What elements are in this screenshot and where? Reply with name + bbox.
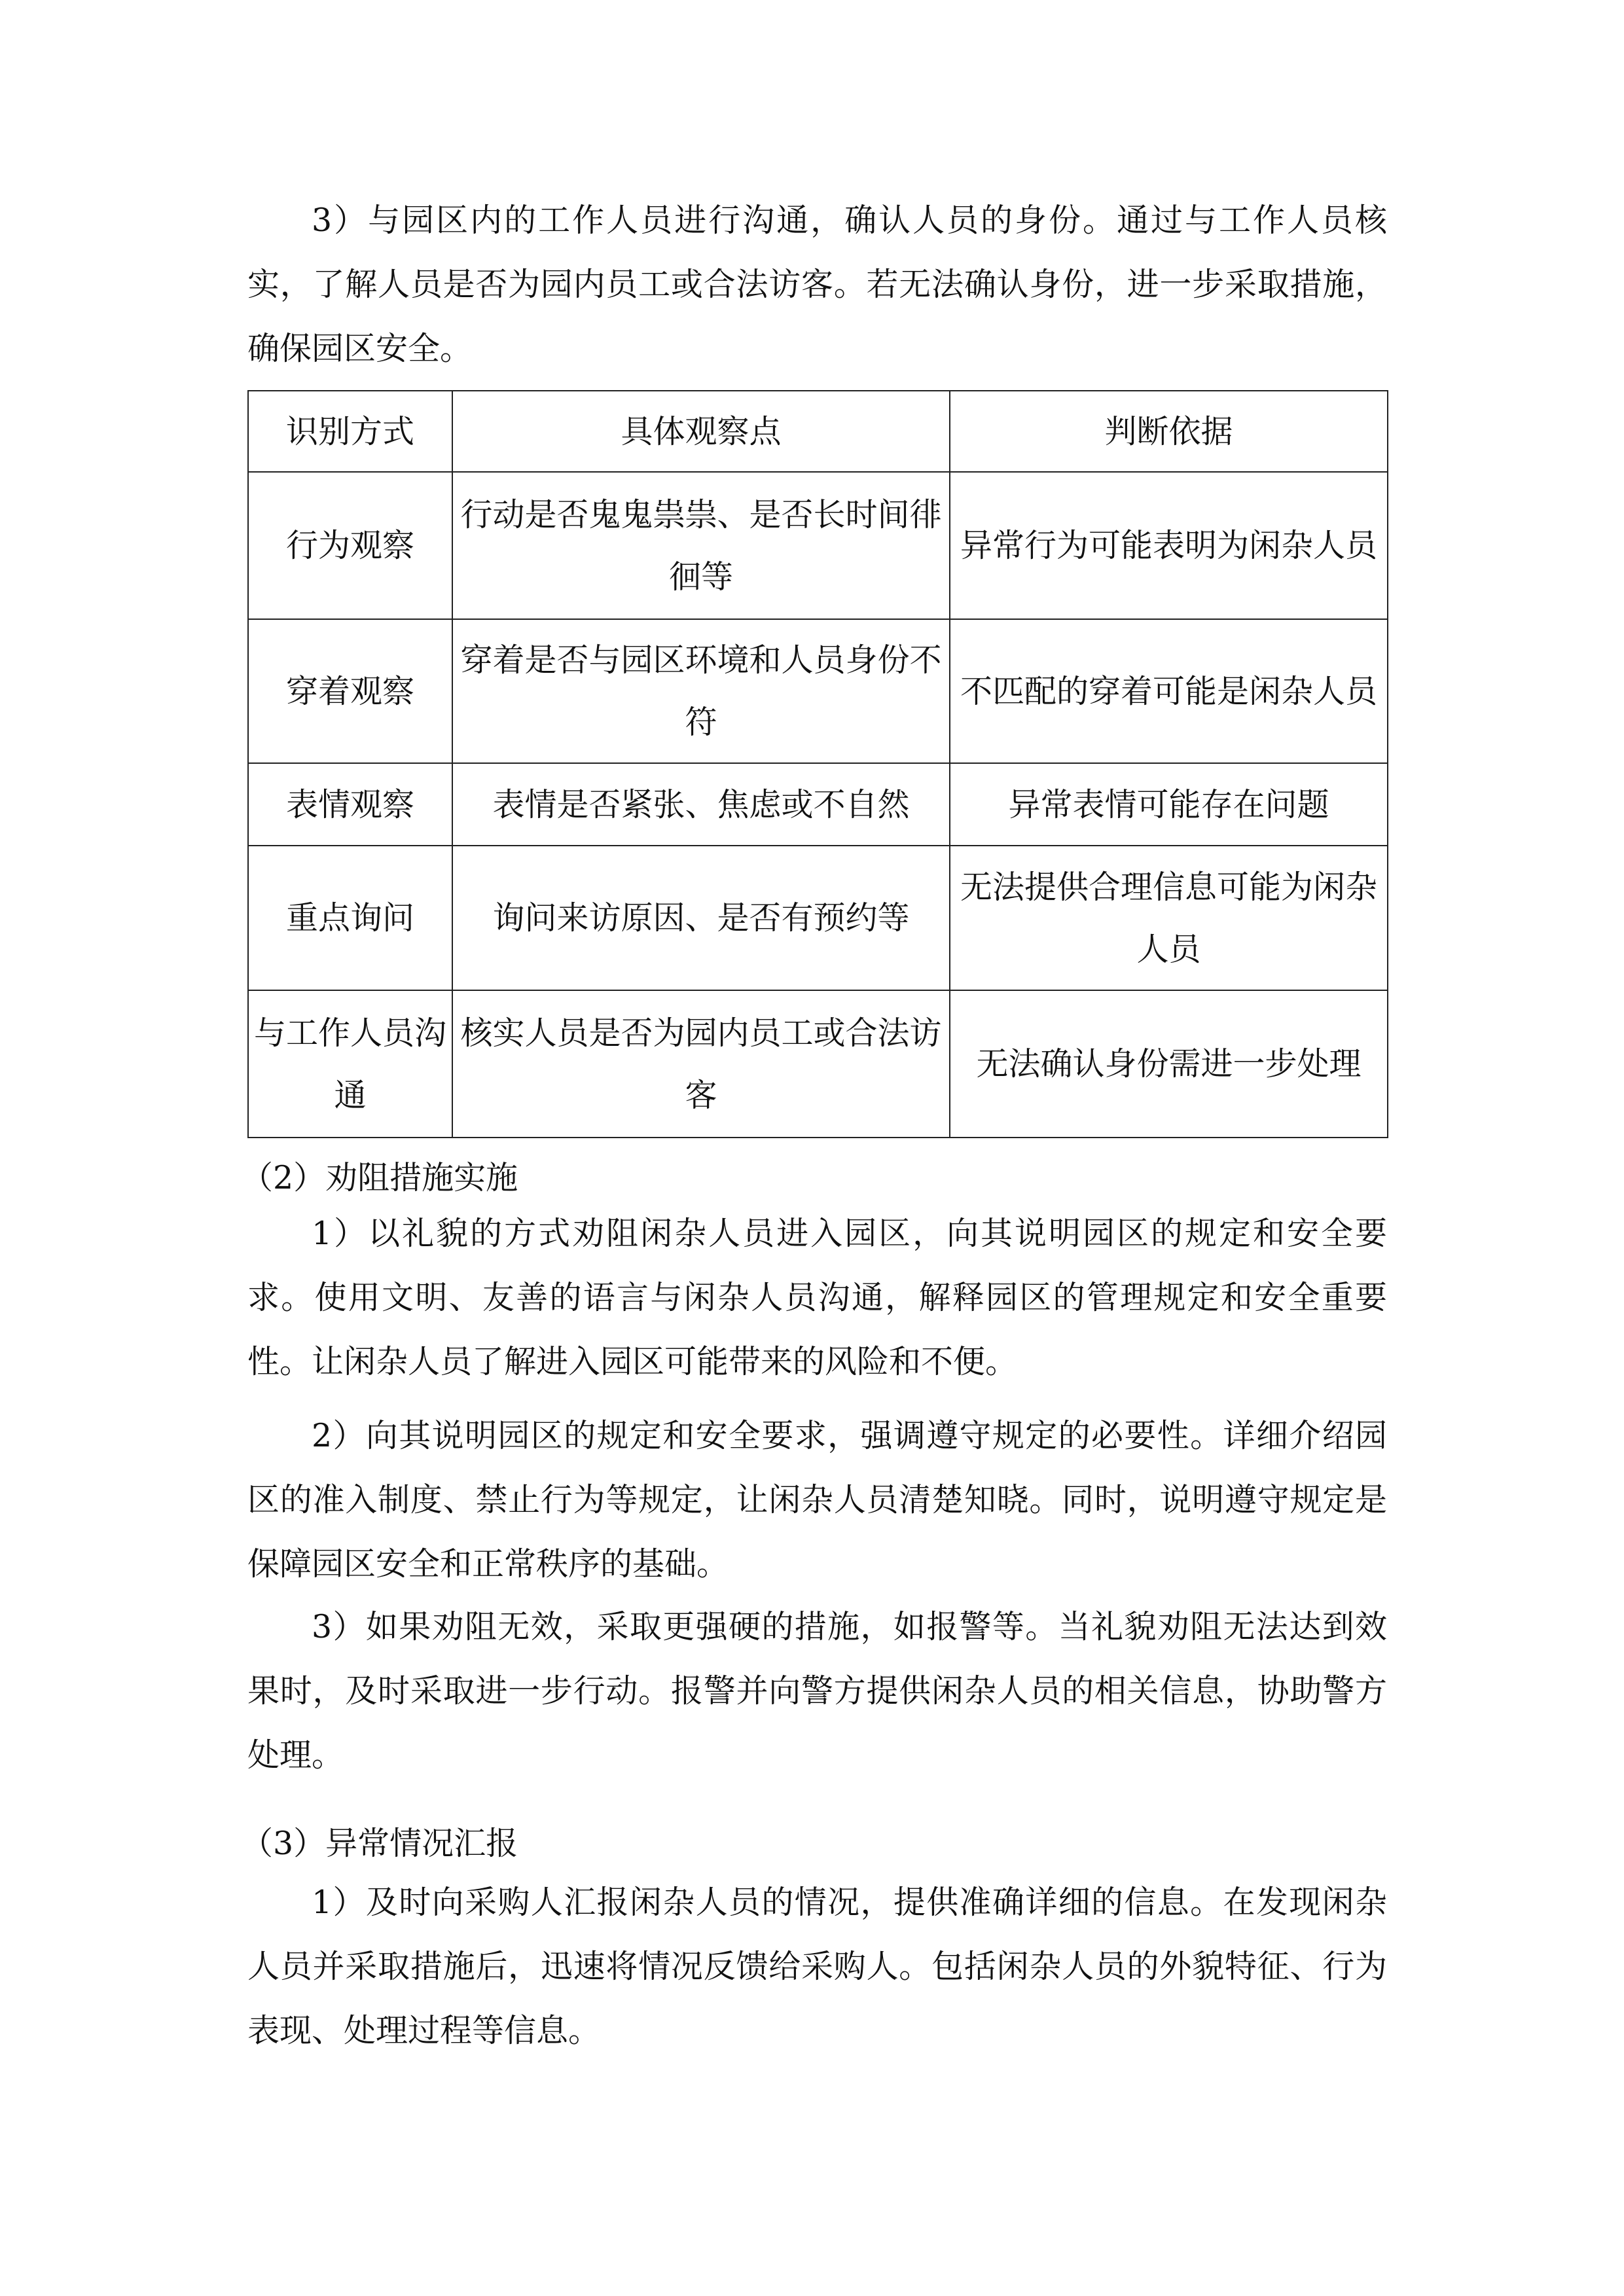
table-cell: 行动是否鬼鬼祟祟、是否长时间徘徊等 (452, 472, 950, 619)
table-cell: 表情是否紧张、焦虑或不自然 (452, 763, 950, 846)
table-cell: 不匹配的穿着可能是闲杂人员 (950, 619, 1388, 763)
table-cell: 重点询问 (248, 846, 452, 990)
table-row (248, 990, 1388, 1138)
table-cell: 异常表情可能存在问题 (950, 763, 1388, 846)
table-cell: 异常行为可能表明为闲杂人员 (950, 472, 1388, 619)
table-cell: 与工作人员沟通 (248, 990, 452, 1138)
section-heading-report: （3）异常情况汇报 (241, 1825, 518, 1862)
table-row (248, 846, 1388, 990)
table-header: 识别方式 (248, 391, 452, 472)
table-header: 判断依据 (950, 391, 1388, 472)
paragraph-verify-identity: 3）与园区内的工作人员进行沟通，确认人员的身份。通过与工作人员核实，了解人员是否为园内员工或合法访客。若无法确认身份，进一步采取措施，确保园区安全。 (247, 202, 1387, 367)
paragraph: 1）以礼貌的方式劝阻闲杂人员进入园区，向其说明园区的规定和安全要求。使用文明、友善的语言与闲杂人员沟通，解释园区的管理规定和安全重要性。让闲杂人员了解进入园区可能带来的风险和不便。 (247, 1215, 1387, 1380)
table-row (248, 763, 1388, 846)
table-row (248, 472, 1388, 619)
table-row (248, 619, 1388, 763)
paragraph: 2）向其说明园区的规定和安全要求，强调遵守规定的必要性。详细介绍园区的准入制度、禁止行为等规定，让闲杂人员清楚知晓。同时，说明遵守规定是保障园区安全和正常秩序的基础。 (247, 1417, 1387, 1583)
table-cell: 核实人员是否为园内员工或合法访客 (452, 990, 950, 1138)
table-cell: 穿着是否与园区环境和人员身份不符 (452, 619, 950, 763)
table-cell: 询问来访原因、是否有预约等 (452, 846, 950, 990)
table-header: 具体观察点 (452, 391, 950, 472)
table-cell: 无法确认身份需进一步处理 (950, 990, 1388, 1138)
table-cell: 穿着观察 (248, 619, 452, 763)
table-cell: 表情观察 (248, 763, 452, 846)
identification-table (247, 390, 1388, 1138)
section-heading-dissuasion: （2）劝阻措施实施 (241, 1159, 518, 1196)
paragraph: 3）如果劝阻无效，采取更强硬的措施，如报警等。当礼貌劝阻无法达到效果时，及时采取进一步行动。报警并向警方提供闲杂人员的相关信息，协助警方处理。 (247, 1608, 1387, 1774)
table-header-row (248, 391, 1388, 472)
paragraph: 1）及时向采购人汇报闲杂人员的情况，提供准确详细的信息。在发现闲杂人员并采取措施后，迅速将情况反馈给采购人。包括闲杂人员的外貌特征、行为表现、处理过程等信息。 (247, 1884, 1387, 2049)
table-cell: 行为观察 (248, 472, 452, 619)
table-cell: 无法提供合理信息可能为闲杂人员 (950, 846, 1388, 990)
